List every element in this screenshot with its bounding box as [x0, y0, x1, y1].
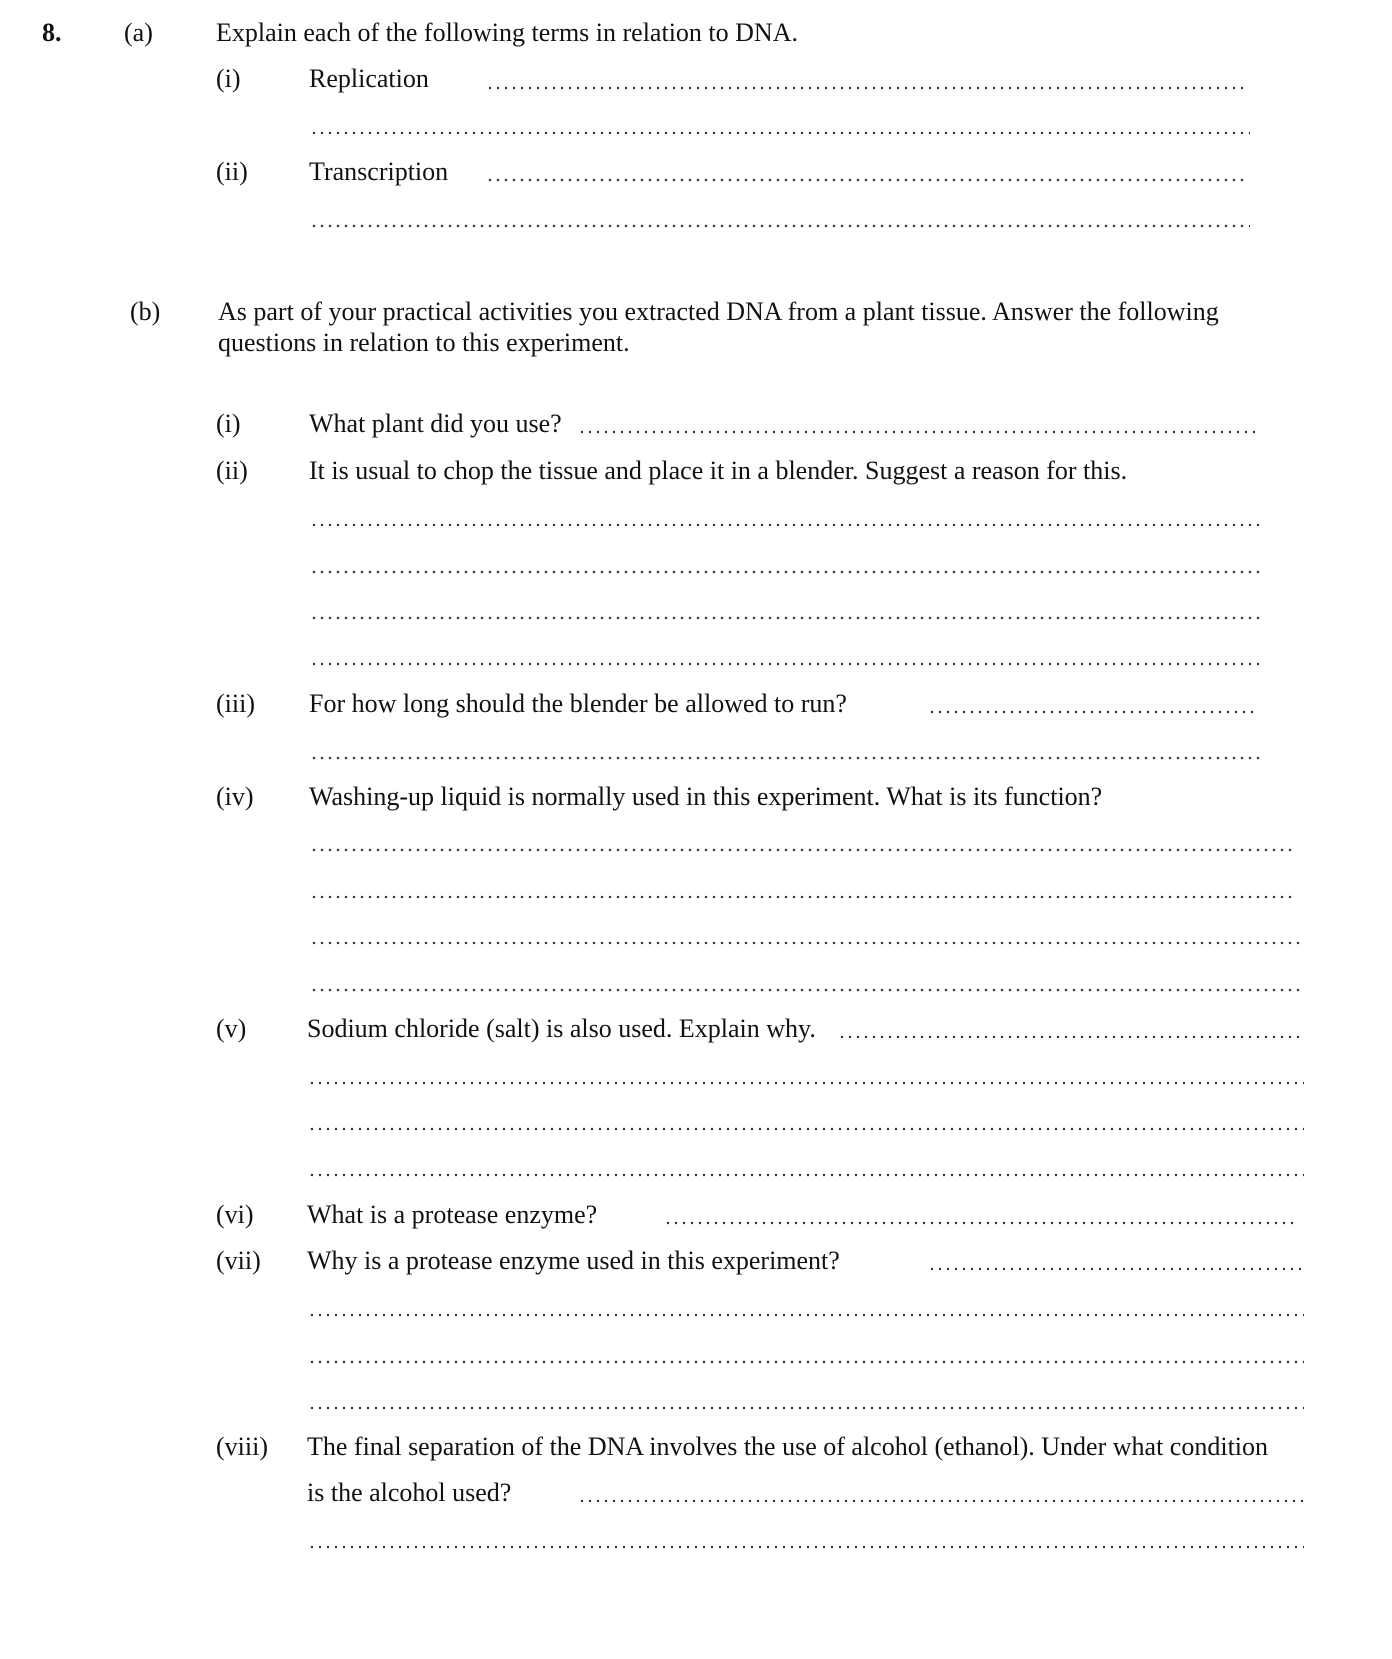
answer-line[interactable] — [310, 895, 1292, 899]
part-b-question-plant: What plant did you use? — [309, 409, 562, 438]
part-b-item-label: (i) — [216, 409, 241, 438]
answer-line[interactable] — [310, 616, 1260, 620]
part-b-question-blender-time: For how long should the blender be allowed to run? — [309, 689, 847, 718]
answer-line[interactable] — [664, 1221, 1294, 1225]
part-a-item-label: (ii) — [216, 157, 248, 186]
answer-line[interactable] — [310, 756, 1260, 760]
answer-line[interactable] — [578, 430, 1260, 434]
part-b-question-protease: What is a protease enzyme? — [307, 1200, 598, 1229]
part-b-question-alcohol-line-1: The final separation of the DNA involves the use of alcohol (ethanol). Under what condition — [307, 1432, 1269, 1461]
part-b-item-label: (iv) — [216, 782, 254, 811]
answer-line[interactable] — [928, 710, 1256, 714]
answer-line[interactable] — [838, 1035, 1304, 1039]
answer-line[interactable] — [578, 1499, 1304, 1503]
answer-line[interactable] — [310, 662, 1260, 666]
part-a-term-transcription: Transcription — [309, 157, 449, 186]
answer-line[interactable] — [310, 224, 1250, 228]
answer-line[interactable] — [308, 1406, 1304, 1410]
part-b-item-label: (v) — [216, 1014, 247, 1043]
part-b-question-salt: Sodium chloride (salt) is also used. Explain why. — [307, 1014, 816, 1043]
part-a-label: (a) — [124, 18, 153, 47]
part-a-term-replication: Replication — [309, 64, 429, 93]
part-b-item-label: (viii) — [216, 1432, 268, 1461]
answer-line[interactable] — [486, 86, 1248, 90]
answer-line[interactable] — [928, 1267, 1304, 1271]
part-a-intro: Explain each of the following terms in relation to DNA. — [216, 18, 798, 47]
answer-line[interactable] — [310, 131, 1250, 135]
answer-line[interactable] — [308, 1545, 1304, 1549]
answer-line[interactable] — [308, 1081, 1304, 1085]
answer-line[interactable] — [308, 1313, 1304, 1317]
part-b-item-label: (iii) — [216, 689, 255, 718]
answer-line[interactable] — [486, 178, 1248, 182]
part-a-item-label: (i) — [216, 64, 241, 93]
part-b-intro-line-2: questions in relation to this experiment. — [218, 328, 630, 357]
part-b-item-label: (vii) — [216, 1246, 261, 1275]
part-b-question-blender: It is usual to chop the tissue and place it in a blender. Suggest a reason for this. — [309, 456, 1128, 485]
part-b-item-label: (vi) — [216, 1200, 254, 1229]
part-b-label: (b) — [130, 297, 161, 326]
answer-line[interactable] — [308, 1173, 1304, 1177]
part-b-question-protease-use: Why is a protease enzyme used in this experiment? — [307, 1246, 840, 1275]
answer-line[interactable] — [310, 941, 1304, 945]
answer-line[interactable] — [310, 848, 1292, 852]
part-b-question-alcohol-line-2: is the alcohol used? — [307, 1478, 512, 1507]
question-number: 8. — [42, 18, 62, 47]
answer-line[interactable] — [308, 1127, 1304, 1131]
part-b-question-detergent: Washing-up liquid is normally used in this experiment. What is its function? — [309, 782, 1103, 811]
answer-line[interactable] — [308, 1360, 1304, 1364]
answer-line[interactable] — [310, 988, 1304, 992]
answer-line[interactable] — [310, 570, 1260, 574]
part-b-intro-line-1: As part of your practical activities you extracted DNA from a plant tissue. Answer the following — [218, 297, 1219, 326]
part-b-item-label: (ii) — [216, 456, 248, 485]
answer-line[interactable] — [310, 523, 1264, 527]
